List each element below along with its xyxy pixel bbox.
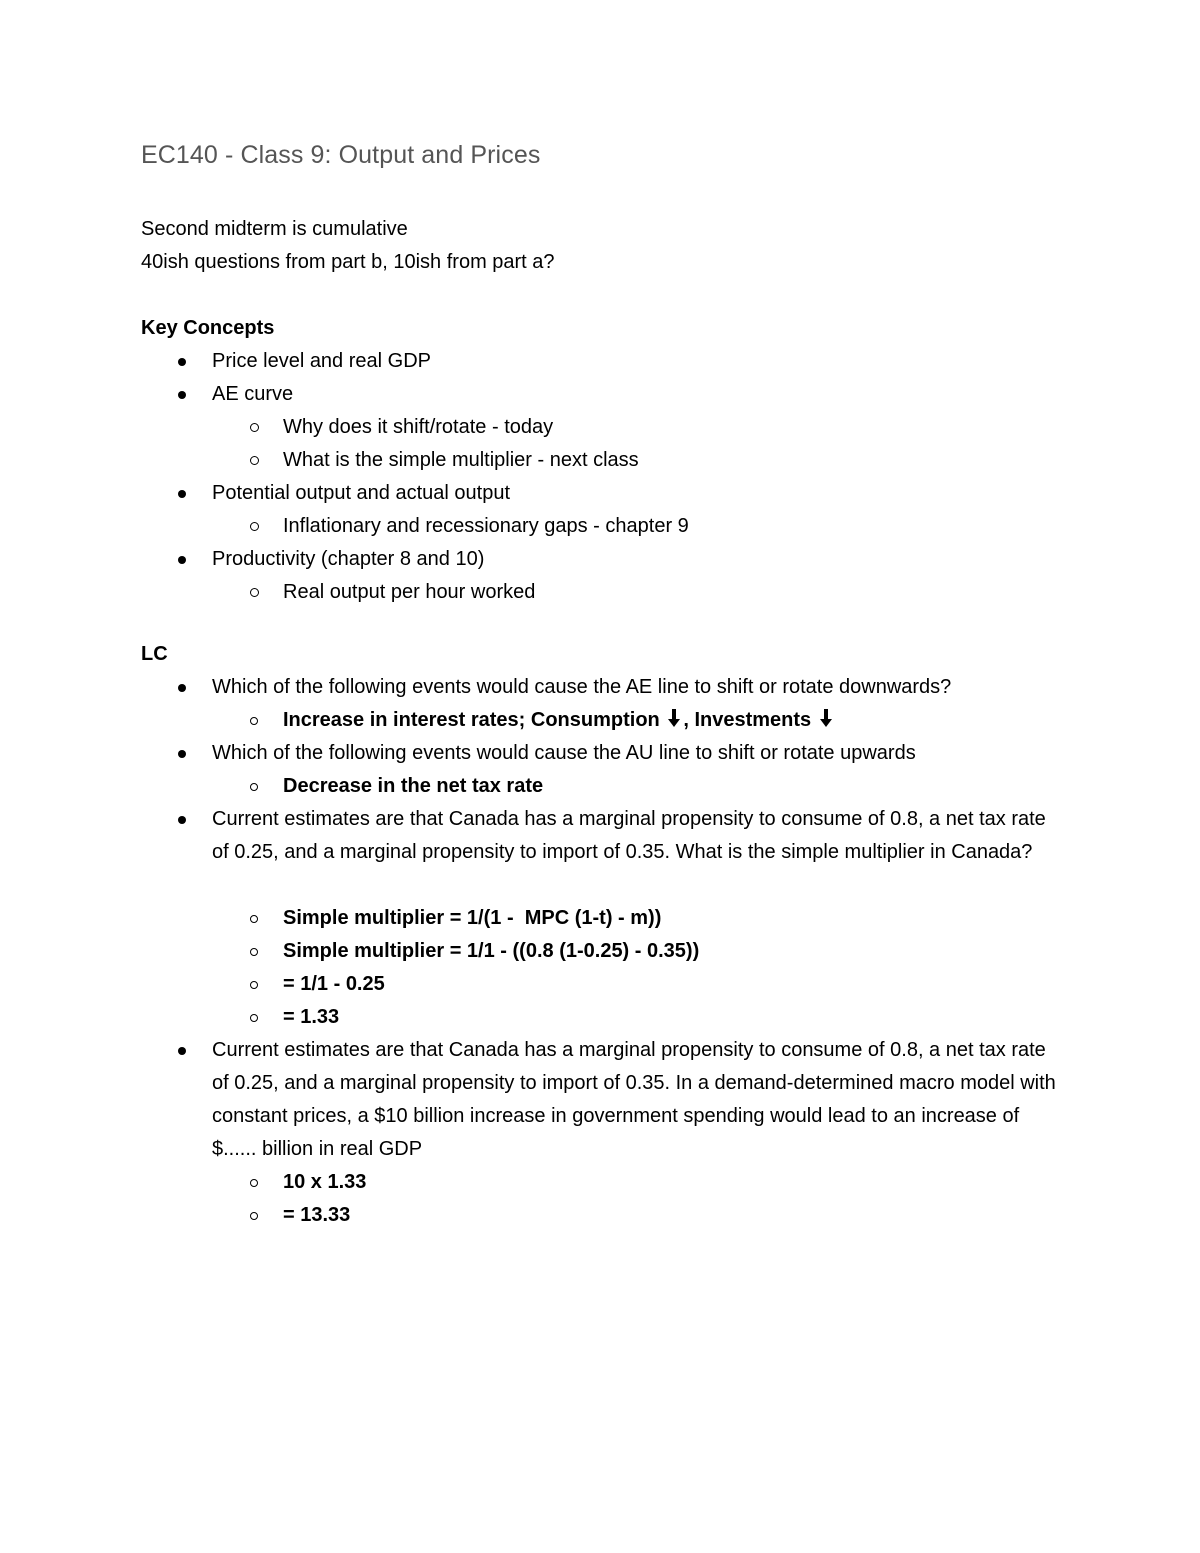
lc-heading: LC bbox=[141, 643, 168, 665]
sub-list-item: Real output per hour worked bbox=[283, 576, 535, 609]
key-concepts-heading: Key Concepts bbox=[141, 317, 275, 339]
list-item: Which of the following events would cause the AU line to shift or rotate upwards bbox=[212, 737, 916, 770]
sub-list-item: Simple multiplier = 1/(1 - MPC (1-t) - m)) bbox=[283, 902, 661, 935]
hollow-bullet-icon bbox=[250, 423, 259, 432]
bullet-icon bbox=[178, 684, 186, 692]
list-item: Price level and real GDP bbox=[212, 345, 431, 378]
hollow-bullet-icon bbox=[250, 588, 259, 597]
intro-line-2: 40ish questions from part b, 10ish from part a? bbox=[141, 251, 555, 273]
hollow-bullet-icon bbox=[250, 981, 258, 989]
sub-list-item: Why does it shift/rotate - today bbox=[283, 411, 553, 444]
list-item: Which of the following events would cause the AE line to shift or rotate downwards? bbox=[212, 671, 951, 704]
hollow-bullet-icon bbox=[250, 1014, 258, 1022]
hollow-bullet-icon bbox=[250, 915, 258, 923]
hollow-bullet-icon bbox=[250, 1179, 258, 1187]
list-item: Current estimates are that Canada has a marginal propensity to consume of 0.8, a net tax rate of 0.25, and a marginal propensity to import of 0.35. In a demand-determined macro model with constant prices, a $10 billion increase in government spending would lead to an increase of $...... billion in real GDP bbox=[212, 1034, 1062, 1166]
down-arrow-icon bbox=[667, 708, 681, 728]
sub-list-item: = 1.33 bbox=[283, 1001, 339, 1034]
intro-line-1: Second midterm is cumulative bbox=[141, 218, 408, 240]
hollow-bullet-icon bbox=[250, 522, 259, 531]
sub-list-item: = 13.33 bbox=[283, 1199, 350, 1232]
list-item: AE curve bbox=[212, 378, 293, 411]
sub-list-item: Inflationary and recessionary gaps - chapter 9 bbox=[283, 510, 689, 543]
bullet-icon bbox=[178, 816, 186, 824]
list-item: Potential output and actual output bbox=[212, 477, 510, 510]
hollow-bullet-icon bbox=[250, 948, 258, 956]
sub-list-item: Decrease in the net tax rate bbox=[283, 770, 543, 803]
sub-list-item: Increase in interest rates; Consumption , Investments bbox=[283, 704, 835, 737]
hollow-bullet-icon bbox=[250, 456, 259, 465]
bullet-icon bbox=[178, 358, 186, 366]
sub-list-item: Simple multiplier = 1/1 - ((0.8 (1-0.25) - 0.35)) bbox=[283, 935, 699, 968]
hollow-bullet-icon bbox=[250, 783, 258, 791]
bullet-icon bbox=[178, 1047, 186, 1055]
list-item: Current estimates are that Canada has a marginal propensity to consume of 0.8, a net tax rate of 0.25, and a marginal propensity to import of 0.35. What is the simple multiplier in Canada? bbox=[212, 803, 1062, 869]
bullet-icon bbox=[178, 556, 186, 564]
hollow-bullet-icon bbox=[250, 1212, 258, 1220]
bullet-icon bbox=[178, 750, 186, 758]
sub-list-item: 10 x 1.33 bbox=[283, 1166, 366, 1199]
bullet-icon bbox=[178, 391, 186, 399]
down-arrow-icon bbox=[819, 708, 833, 728]
page-title: EC140 - Class 9: Output and Prices bbox=[141, 141, 541, 169]
bullet-icon bbox=[178, 490, 186, 498]
sub-list-item: What is the simple multiplier - next class bbox=[283, 444, 639, 477]
sub-list-item: = 1/1 - 0.25 bbox=[283, 968, 385, 1001]
list-item: Productivity (chapter 8 and 10) bbox=[212, 543, 484, 576]
hollow-bullet-icon bbox=[250, 717, 258, 725]
